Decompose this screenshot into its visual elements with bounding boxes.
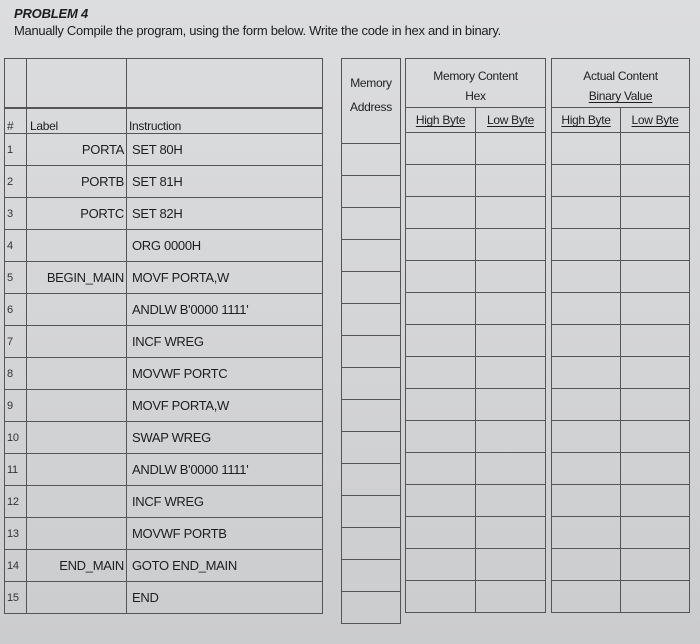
binary-high-byte-cell[interactable] (552, 421, 621, 453)
row-number: 4 (5, 230, 27, 262)
hex-high-byte-header: High Byte (406, 108, 476, 133)
binary-high-byte-cell[interactable] (552, 549, 621, 581)
row-number: 9 (5, 390, 27, 422)
hex-low-byte-cell[interactable] (476, 261, 546, 293)
row-instruction: SWAP WREG (127, 422, 323, 454)
row-label (27, 582, 127, 614)
address-row (342, 528, 401, 560)
hex-high-byte-cell[interactable] (406, 517, 476, 549)
row-label (27, 230, 127, 262)
hex-high-byte-cell[interactable] (406, 421, 476, 453)
row-number: 15 (5, 582, 27, 614)
program-row (5, 262, 323, 294)
memory-address-cell[interactable] (342, 432, 401, 464)
program-row (5, 134, 323, 166)
address-row (342, 144, 401, 176)
binary-low-byte-header: Low Byte (621, 108, 690, 133)
memory-content-header-line2: Hex (465, 89, 486, 103)
hex-high-byte-cell[interactable] (406, 261, 476, 293)
hex-low-byte-cell[interactable] (476, 293, 546, 325)
column-header-label: Label (27, 108, 127, 134)
binary-row (552, 517, 690, 549)
program-row (5, 422, 323, 454)
row-label: PORTA (27, 134, 127, 166)
binary-high-byte-cell[interactable] (552, 325, 621, 357)
hex-row (406, 229, 546, 261)
row-label (27, 294, 127, 326)
binary-row (552, 389, 690, 421)
row-number: 8 (5, 358, 27, 390)
address-row (342, 208, 401, 240)
row-label (27, 326, 127, 358)
header-blank-num (5, 59, 27, 109)
hex-row (406, 485, 546, 517)
row-label (27, 518, 127, 550)
address-row (342, 304, 401, 336)
binary-row (552, 229, 690, 261)
row-instruction: MOVF PORTA,W (127, 390, 323, 422)
program-row (5, 294, 323, 326)
binary-row (552, 197, 690, 229)
hex-high-byte-cell[interactable] (406, 197, 476, 229)
hex-row (406, 165, 546, 197)
program-row (5, 518, 323, 550)
hex-row (406, 325, 546, 357)
memory-address-cell[interactable] (342, 176, 401, 208)
row-instruction: SET 80H (127, 134, 323, 166)
hex-row (406, 357, 546, 389)
hex-high-byte-cell[interactable] (406, 389, 476, 421)
hex-low-byte-cell[interactable] (476, 325, 546, 357)
column-header-instruction: Instruction (127, 108, 323, 134)
hex-high-byte-cell[interactable] (406, 165, 476, 197)
hex-row (406, 517, 546, 549)
memory-address-cell[interactable] (342, 272, 401, 304)
binary-low-byte-cell[interactable] (621, 389, 690, 421)
address-row (342, 432, 401, 464)
header-blank-instruction (127, 59, 323, 109)
binary-row (552, 325, 690, 357)
row-instruction: MOVF PORTA,W (127, 262, 323, 294)
memory-address-header-line2: Address (350, 100, 392, 114)
binary-high-byte-cell[interactable] (552, 581, 621, 613)
row-instruction: END (127, 582, 323, 614)
program-row (5, 198, 323, 230)
address-row (342, 368, 401, 400)
row-label: BEGIN_MAIN (27, 262, 127, 294)
program-row (5, 550, 323, 582)
memory-address-cell[interactable] (342, 240, 401, 272)
row-number: 7 (5, 326, 27, 358)
row-label (27, 454, 127, 486)
row-instruction: INCF WREG (127, 326, 323, 358)
address-row (342, 560, 401, 592)
binary-low-byte-cell[interactable] (621, 421, 690, 453)
binary-low-byte-cell[interactable] (621, 293, 690, 325)
hex-low-byte-cell[interactable] (476, 133, 546, 165)
binary-low-byte-cell[interactable] (621, 165, 690, 197)
row-number: 3 (5, 198, 27, 230)
address-row (342, 400, 401, 432)
hex-high-byte-cell[interactable] (406, 453, 476, 485)
row-instruction: ANDLW B'0000 1111' (127, 454, 323, 486)
binary-high-byte-cell[interactable] (552, 517, 621, 549)
hex-low-byte-cell[interactable] (476, 229, 546, 261)
binary-row (552, 549, 690, 581)
address-row (342, 496, 401, 528)
program-row (5, 358, 323, 390)
program-row (5, 166, 323, 198)
binary-low-byte-cell[interactable] (621, 485, 690, 517)
hex-row (406, 581, 546, 613)
program-row (5, 390, 323, 422)
row-instruction: SET 82H (127, 198, 323, 230)
binary-low-byte-cell[interactable] (621, 357, 690, 389)
hex-high-byte-cell[interactable] (406, 133, 476, 165)
row-label: PORTB (27, 166, 127, 198)
address-row (342, 176, 401, 208)
hex-row (406, 421, 546, 453)
binary-low-byte-cell[interactable] (621, 133, 690, 165)
binary-low-byte-cell[interactable] (621, 229, 690, 261)
hex-high-byte-cell[interactable] (406, 549, 476, 581)
hex-row (406, 197, 546, 229)
row-number: 12 (5, 486, 27, 518)
row-label (27, 358, 127, 390)
hex-low-byte-cell[interactable] (476, 517, 546, 549)
actual-content-header-line2: Binary Value (588, 89, 653, 103)
hex-low-byte-cell[interactable] (476, 165, 546, 197)
hex-row (406, 389, 546, 421)
binary-high-byte-cell[interactable] (552, 485, 621, 517)
memory-address-cell[interactable] (342, 208, 401, 240)
hex-low-byte-cell[interactable] (476, 485, 546, 517)
binary-row (552, 133, 690, 165)
hex-low-byte-cell[interactable] (476, 389, 546, 421)
memory-address-cell[interactable] (342, 368, 401, 400)
binary-row (552, 357, 690, 389)
binary-low-byte-cell[interactable] (621, 549, 690, 581)
binary-low-byte-cell[interactable] (621, 581, 690, 613)
row-number: 1 (5, 134, 27, 166)
row-instruction: INCF WREG (127, 486, 323, 518)
binary-high-byte-header: High Byte (552, 108, 621, 133)
hex-row (406, 549, 546, 581)
hex-high-byte-cell[interactable] (406, 229, 476, 261)
binary-high-byte-cell[interactable] (552, 229, 621, 261)
binary-high-byte-cell[interactable] (552, 197, 621, 229)
row-label (27, 486, 127, 518)
row-instruction: MOVWF PORTC (127, 358, 323, 390)
hex-low-byte-cell[interactable] (476, 453, 546, 485)
memory-address-cell[interactable] (342, 144, 401, 176)
memory-address-cell[interactable] (342, 496, 401, 528)
row-number: 11 (5, 454, 27, 486)
memory-address-cell[interactable] (342, 336, 401, 368)
memory-address-cell[interactable] (342, 400, 401, 432)
address-row (342, 592, 401, 624)
hex-low-byte-cell[interactable] (476, 421, 546, 453)
memory-content-header-line1: Memory Content (433, 69, 518, 83)
binary-row (552, 581, 690, 613)
memory-address-cell[interactable] (342, 528, 401, 560)
memory-address-cell[interactable] (342, 592, 401, 624)
binary-row (552, 485, 690, 517)
hex-row (406, 293, 546, 325)
binary-low-byte-cell[interactable] (621, 517, 690, 549)
binary-row (552, 293, 690, 325)
hex-low-byte-cell[interactable] (476, 197, 546, 229)
binary-high-byte-cell[interactable] (552, 165, 621, 197)
row-label: PORTC (27, 198, 127, 230)
program-row (5, 582, 323, 614)
memory-address-header-line1: Memory (350, 76, 392, 90)
address-row (342, 336, 401, 368)
row-number: 14 (5, 550, 27, 582)
program-row (5, 486, 323, 518)
binary-low-byte-cell[interactable] (621, 261, 690, 293)
hex-high-byte-cell[interactable] (406, 485, 476, 517)
hex-low-byte-cell[interactable] (476, 357, 546, 389)
problem-title: PROBLEM 4 (14, 6, 89, 21)
actual-content-binary-table (551, 58, 690, 613)
binary-high-byte-cell[interactable] (552, 261, 621, 293)
binary-high-byte-cell[interactable] (552, 389, 621, 421)
program-row (5, 454, 323, 486)
memory-address-cell[interactable] (342, 304, 401, 336)
problem-instructions: Manually Compile the program, using the form below. Write the code in hex and in binary. (14, 23, 501, 38)
row-label (27, 422, 127, 454)
binary-row (552, 421, 690, 453)
binary-high-byte-cell[interactable] (552, 453, 621, 485)
row-number: 2 (5, 166, 27, 198)
row-number: 6 (5, 294, 27, 326)
hex-low-byte-cell[interactable] (476, 549, 546, 581)
row-instruction: MOVWF PORTB (127, 518, 323, 550)
row-instruction: ORG 0000H (127, 230, 323, 262)
binary-low-byte-cell[interactable] (621, 453, 690, 485)
memory-address-cell[interactable] (342, 560, 401, 592)
hex-row (406, 261, 546, 293)
binary-high-byte-cell[interactable] (552, 133, 621, 165)
binary-low-byte-cell[interactable] (621, 325, 690, 357)
row-number: 10 (5, 422, 27, 454)
binary-row (552, 261, 690, 293)
program-row (5, 326, 323, 358)
actual-content-header-line1: Actual Content (583, 69, 658, 83)
binary-row (552, 165, 690, 197)
binary-row (552, 453, 690, 485)
row-instruction: ANDLW B'0000 1111' (127, 294, 323, 326)
address-row (342, 240, 401, 272)
binary-low-byte-cell[interactable] (621, 197, 690, 229)
memory-address-table (341, 58, 401, 624)
hex-low-byte-cell[interactable] (476, 581, 546, 613)
heading (14, 6, 694, 38)
column-header-num: # (5, 108, 27, 134)
hex-high-byte-cell[interactable] (406, 293, 476, 325)
row-number: 13 (5, 518, 27, 550)
row-number: 5 (5, 262, 27, 294)
binary-high-byte-cell[interactable] (552, 293, 621, 325)
program-table (4, 58, 323, 614)
address-row (342, 272, 401, 304)
row-label: END_MAIN (27, 550, 127, 582)
memory-content-hex-table (405, 58, 546, 613)
hex-row (406, 453, 546, 485)
header-blank-label (27, 59, 127, 109)
address-row (342, 464, 401, 496)
memory-address-cell[interactable] (342, 464, 401, 496)
hex-low-byte-header: Low Byte (476, 108, 546, 133)
hex-high-byte-cell[interactable] (406, 357, 476, 389)
memory-address-header (342, 59, 401, 144)
hex-high-byte-cell[interactable] (406, 325, 476, 357)
memory-content-header (406, 59, 546, 108)
hex-high-byte-cell[interactable] (406, 581, 476, 613)
row-label (27, 390, 127, 422)
row-instruction: SET 81H (127, 166, 323, 198)
row-instruction: GOTO END_MAIN (127, 550, 323, 582)
hex-row (406, 133, 546, 165)
program-row (5, 230, 323, 262)
binary-high-byte-cell[interactable] (552, 357, 621, 389)
actual-content-header (552, 59, 690, 108)
